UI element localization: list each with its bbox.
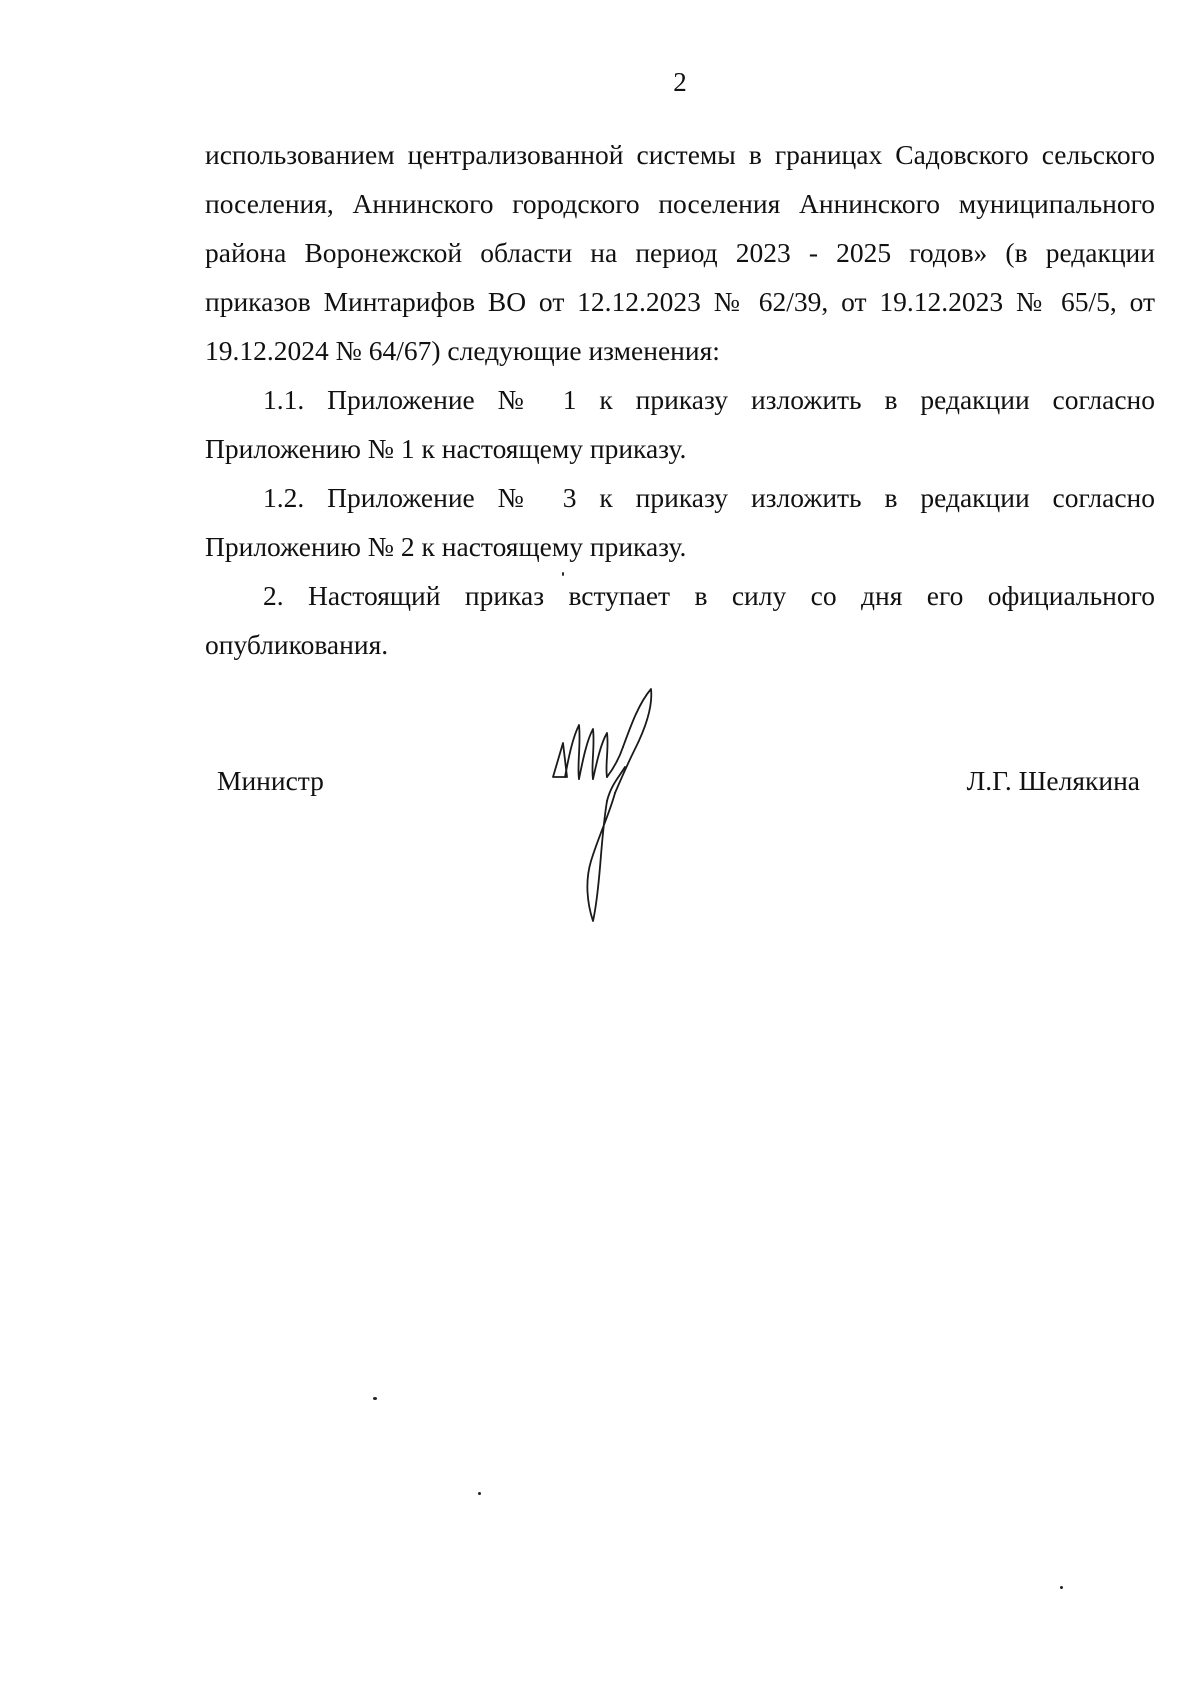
- signer-name: Л.Г. Шелякина: [966, 765, 1140, 796]
- scan-speck: [562, 572, 564, 576]
- scan-speck: [1060, 1586, 1063, 1589]
- scan-speck: [373, 1397, 377, 1400]
- paragraph-item-1-1: 1.1. Приложение № 1 к приказу изложить в редакции согласно Приложению № 1 к настоящему приказу.: [205, 384, 1155, 464]
- scan-speck: [478, 1492, 481, 1495]
- page-number: 2: [673, 67, 687, 97]
- signer-position: Министр: [217, 765, 324, 796]
- handwritten-signature: [535, 685, 675, 925]
- paragraph-continuation: использованием централизованной системы в границах Садовского сельского поселения, Аннинского городского поселения Аннинского муниципального района Воронежской области на период 2023 - 2025 годов» (в редакции приказов Минтарифов ВО от 12.12.2023 № 62/39, от 19.12.2023 № 65/5, от 19.12.2024 № 64/67) следующие изменения:: [205, 139, 1155, 366]
- document-body: [205, 130, 1155, 669]
- paragraph-item-1-2: 1.2. Приложение № 3 к приказу изложить в редакции согласно Приложению № 2 к настоящему приказу.: [205, 482, 1155, 562]
- paragraph-item-2: 2. Настоящий приказ вступает в силу со дня его официального опубликования.: [205, 580, 1155, 660]
